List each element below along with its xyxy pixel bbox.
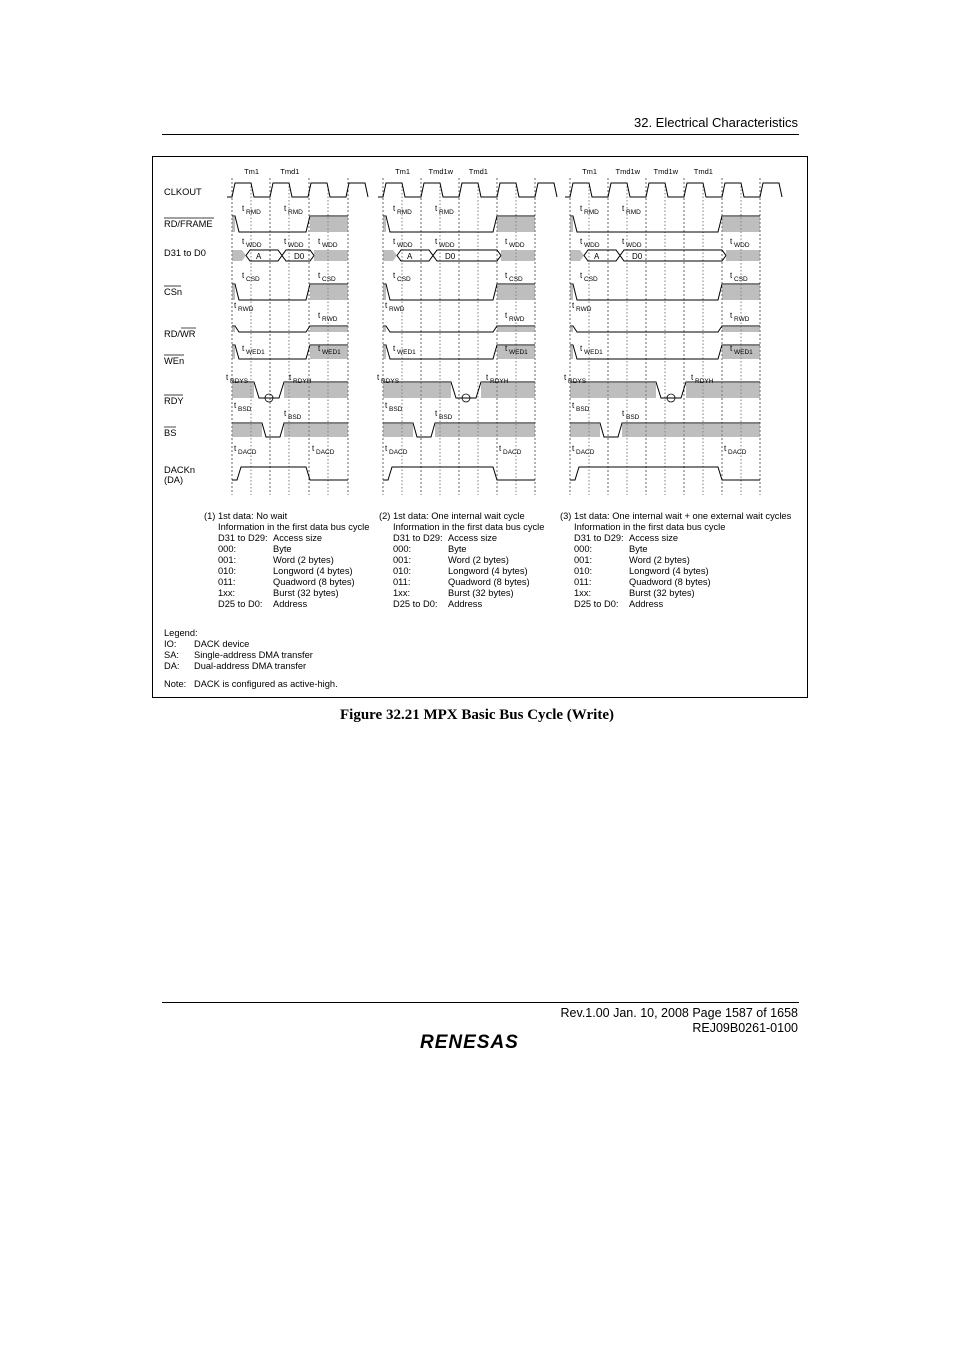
header-rule (162, 134, 799, 135)
timing-label-t: t (622, 204, 625, 213)
note-row (204, 577, 369, 588)
timing-label-sub: CSD (734, 276, 748, 283)
timing-label-sub: RMD (584, 209, 599, 216)
timing-label-t: t (289, 373, 292, 382)
timing-label-t: t (318, 311, 321, 320)
timing-label-sub: WDD (439, 242, 455, 249)
timing-label-t: t (234, 401, 237, 410)
note-value: Quadword (8 bytes) (448, 577, 530, 587)
timing-label-t: t (505, 311, 508, 320)
timing-label-t: t (580, 271, 583, 280)
note-row (379, 555, 544, 566)
period-label: Tmd1 (280, 167, 300, 176)
note-row (379, 533, 544, 544)
note-value: Burst (32 bytes) (448, 588, 514, 598)
csn-waveform-shade (310, 284, 348, 300)
note-key: 001: (393, 555, 412, 565)
period-label: Tm1 (582, 167, 598, 176)
period-label: Tmd1 (693, 167, 713, 176)
timing-label-sub: CSD (509, 276, 523, 283)
rd-wr-waveform-shade (232, 326, 235, 332)
timing-label-sub: RDYS (230, 378, 249, 385)
note-key: 001: (218, 555, 237, 565)
timing-label-t: t (580, 344, 583, 353)
signal-label-wen: WEn (164, 356, 185, 366)
note-key: D25 to D0: (218, 599, 263, 609)
page-footer (561, 1006, 798, 1036)
timing-label-sub: WDD (734, 242, 750, 249)
note-key: 001: (574, 555, 593, 565)
timing-label-sub: CSD (584, 276, 598, 283)
note-panel-2 (379, 511, 544, 610)
waveform-panel (226, 167, 368, 495)
timing-label-sub: RDYS (381, 378, 400, 385)
signal-label-rd-wr: RD/WR (164, 329, 196, 339)
timing-label-t: t (377, 373, 380, 382)
timing-label-sub: RWD (322, 316, 338, 323)
rd-frame-waveform-shade (722, 216, 760, 232)
timing-label-sub: DACD (503, 449, 522, 456)
legend-value: Single-address DMA transfer (194, 650, 313, 660)
timing-label-t: t (730, 311, 733, 320)
note-row (204, 555, 369, 566)
rd-wr-waveform-shade (570, 326, 573, 332)
timing-label-sub: RWD (509, 316, 525, 323)
dackn-waveform (232, 467, 348, 480)
note-row (379, 599, 544, 610)
timing-label-t: t (580, 204, 583, 213)
timing-label-sub: RMD (439, 209, 454, 216)
timing-label-sub: WDD (584, 242, 600, 249)
note-key: 000: (393, 544, 412, 554)
timing-label-sub: RMD (397, 209, 412, 216)
rd-frame-waveform-shade (570, 216, 573, 232)
timing-label-t: t (499, 444, 502, 453)
note-panel-3 (560, 511, 791, 610)
timing-label-sub: DACD (389, 449, 408, 456)
legend-row (164, 661, 338, 672)
timing-label-sub: RDYH (293, 378, 312, 385)
note-value: Longword (4 bytes) (629, 566, 709, 576)
timing-label-t: t (486, 373, 489, 382)
timing-label-sub: WED1 (397, 349, 416, 356)
timing-label-t: t (580, 237, 583, 246)
note-value: Address (448, 599, 483, 609)
timing-label-t: t (572, 301, 575, 310)
note-key: 011: (393, 577, 411, 587)
rd-wr-waveform-shade (722, 326, 760, 332)
rd-wr-waveform-shade (497, 326, 535, 332)
timing-label-t: t (564, 373, 567, 382)
bus-value-address: A (594, 252, 600, 261)
rd-frame-waveform-shade (497, 216, 535, 232)
timing-label-sub: DACD (316, 449, 335, 456)
timing-label-t: t (234, 444, 237, 453)
legend-row (164, 639, 338, 650)
timing-label-sub: WED1 (734, 349, 753, 356)
note-key: 011: (574, 577, 592, 587)
timing-label-sub: BSD (626, 414, 640, 421)
wen-waveform-shade (383, 345, 386, 359)
note-row (379, 588, 544, 599)
timing-label-sub: DACD (238, 449, 257, 456)
legend (164, 628, 338, 690)
bus-address (397, 250, 433, 261)
legend-key: IO: (164, 639, 177, 649)
legend-title: Legend: (164, 628, 198, 638)
signal-label-da: (DA) (164, 475, 184, 485)
timing-label-sub: RDYS (568, 378, 587, 385)
note-key: D31 to D29: (218, 533, 268, 543)
bus-shade (501, 250, 535, 261)
note-value: Burst (32 bytes) (273, 588, 339, 598)
timing-label-sub: RWD (576, 306, 592, 313)
signal-label-rd-frame: RD/FRAME (164, 219, 213, 229)
note-line: Information in the first data bus cycle (574, 522, 726, 532)
timing-label-t: t (385, 444, 388, 453)
timing-label-sub: WDD (322, 242, 338, 249)
bus-shade (232, 250, 246, 261)
note-key: D31 to D29: (574, 533, 624, 543)
renesas-logo: RENESAS (420, 1032, 519, 1053)
timing-label-t: t (242, 344, 245, 353)
timing-label-t: t (318, 344, 321, 353)
bus-shade (314, 250, 348, 261)
rd-wr-waveform-shade (310, 326, 348, 332)
note-key: D31 to D29: (393, 533, 443, 543)
timing-label-t: t (393, 271, 396, 280)
csn-waveform-shade (383, 284, 386, 300)
signal-label-rdy: RDY (164, 396, 184, 406)
waveform-panel (377, 167, 557, 495)
bus-data (433, 250, 501, 261)
period-label: Tmd1w (428, 167, 454, 176)
note-row (379, 544, 544, 555)
timing-label-sub: RMD (626, 209, 641, 216)
timing-label-t: t (226, 373, 229, 382)
timing-label-t: t (234, 301, 237, 310)
legend-note (164, 679, 338, 690)
timing-label-t: t (284, 409, 287, 418)
legend-key: DA: (164, 661, 180, 671)
timing-label-t: t (730, 271, 733, 280)
signal-label-csn: CSn (164, 287, 183, 297)
timing-label-t: t (572, 401, 575, 410)
bus-address (584, 250, 620, 261)
note-row (204, 588, 369, 599)
timing-label-t: t (318, 271, 321, 280)
note-value: Longword (4 bytes) (448, 566, 528, 576)
timing-label-t: t (242, 237, 245, 246)
timing-label-t: t (730, 344, 733, 353)
legend-note-text: DACK is configured as active-high. (194, 679, 338, 689)
timing-label-t: t (572, 444, 575, 453)
note-key: 011: (218, 577, 236, 587)
timing-label-t: t (385, 401, 388, 410)
bus-value-data: D0 (632, 252, 643, 261)
timing-label-sub: RMD (288, 209, 303, 216)
bus-value-data: D0 (445, 252, 456, 261)
timing-label-sub: WDD (288, 242, 304, 249)
timing-label-sub: WED1 (584, 349, 603, 356)
timing-label-sub: CSD (322, 276, 336, 283)
wen-waveform-shade (232, 345, 235, 359)
note-key: 010: (574, 566, 593, 576)
bs-waveform-shade (622, 423, 760, 437)
note-value: Access size (448, 533, 498, 543)
wen-waveform-shade (570, 345, 573, 359)
timing-label-t: t (242, 204, 245, 213)
note-key: 1xx: (218, 588, 236, 598)
timing-label-t: t (435, 204, 438, 213)
bus-shade (570, 250, 584, 261)
bs-waveform-shade (435, 423, 535, 437)
timing-label-t: t (622, 409, 625, 418)
timing-label-t: t (505, 237, 508, 246)
timing-label-sub: BSD (238, 406, 252, 413)
timing-label-sub: BSD (288, 414, 302, 421)
note-line: Information in the first data bus cycle (218, 522, 370, 532)
figure-caption: Figure 32.21 MPX Basic Bus Cycle (Write) (340, 707, 614, 723)
timing-label-t: t (505, 344, 508, 353)
note-line: Information in the first data bus cycle (393, 522, 545, 532)
period-label: Tmd1w (615, 167, 641, 176)
signal-label-dackn: DACKn (164, 465, 196, 475)
legend-row (164, 650, 338, 661)
note-value: Byte (273, 544, 292, 554)
note-row (560, 577, 791, 588)
csn-waveform-shade (497, 284, 535, 300)
timing-label-t: t (691, 373, 694, 382)
timing-label-t: t (284, 204, 287, 213)
note-key: 010: (218, 566, 237, 576)
timing-label-t: t (284, 237, 287, 246)
note-row (204, 533, 369, 544)
rd-frame-waveform-shade (310, 216, 348, 232)
timing-label-sub: RWD (389, 306, 405, 313)
csn-waveform-shade (570, 284, 573, 300)
rd-frame-waveform-shade (383, 216, 386, 232)
legend-rows (164, 639, 338, 672)
note-title: (3) 1st data: One internal wait + one external wait cycles (560, 511, 792, 521)
timing-label-t: t (730, 237, 733, 246)
timing-label-sub: RDYH (490, 378, 509, 385)
bs-waveform-shade (284, 423, 348, 437)
timing-label-t: t (242, 271, 245, 280)
legend-value: DACK device (194, 639, 250, 649)
note-row (560, 588, 791, 599)
period-label: Tmd1 (468, 167, 488, 176)
timing-label-sub: WDD (509, 242, 525, 249)
timing-label-sub: BSD (576, 406, 590, 413)
note-row (560, 555, 791, 566)
note-key: 000: (574, 544, 593, 554)
timing-label-sub: WED1 (509, 349, 528, 356)
bus-shade (383, 250, 397, 261)
legend-value: Dual-address DMA transfer (194, 661, 307, 671)
timing-label-t: t (393, 344, 396, 353)
timing-label-t: t (724, 444, 727, 453)
bus-value-address: A (407, 252, 413, 261)
timing-label-sub: BSD (439, 414, 453, 421)
timing-label-sub: BSD (389, 406, 403, 413)
bs-waveform-shade (570, 423, 600, 437)
waveform-panels (226, 167, 782, 495)
timing-label-sub: CSD (246, 276, 260, 283)
note-key: D25 to D0: (393, 599, 438, 609)
timing-label-t: t (435, 237, 438, 246)
note-row (560, 544, 791, 555)
note-key: 010: (393, 566, 412, 576)
note-value: Word (2 bytes) (629, 555, 690, 565)
note-title: (1) 1st data: No wait (204, 511, 288, 521)
timing-label-sub: WDD (397, 242, 413, 249)
timing-label-t: t (393, 237, 396, 246)
note-row (560, 566, 791, 577)
note-value: Byte (629, 544, 648, 554)
note-value: Address (629, 599, 664, 609)
note-key: 000: (218, 544, 237, 554)
timing-label-sub: WED1 (246, 349, 265, 356)
footer-doc-number: REJ09B0261-0100 (692, 1021, 798, 1035)
note-row (204, 599, 369, 610)
rd-wr-waveform-shade (383, 326, 386, 332)
clkout-waveform (565, 183, 782, 197)
timing-label-t: t (622, 237, 625, 246)
timing-label-t: t (318, 237, 321, 246)
bus-value-address: A (256, 252, 262, 261)
note-value: Longword (4 bytes) (273, 566, 353, 576)
timing-label-sub: WDD (246, 242, 262, 249)
bs-waveform-shade (232, 423, 262, 437)
timing-label-sub: RMD (246, 209, 261, 216)
footer-rule (162, 1002, 799, 1003)
bus-value-data: D0 (294, 252, 305, 261)
signal-labels (164, 187, 214, 485)
section-title: 32. Electrical Characteristics (634, 115, 798, 130)
note-value: Word (2 bytes) (448, 555, 509, 565)
footer-revision: Rev.1.00 Jan. 10, 2008 Page 1587 of 1658 (560, 1006, 798, 1020)
note-row (204, 566, 369, 577)
rd-frame-waveform-shade (232, 216, 235, 232)
timing-label-sub: WDD (626, 242, 642, 249)
note-panel-1 (204, 511, 369, 610)
timing-label-sub: CSD (397, 276, 411, 283)
legend-note-key: Note: (164, 679, 187, 689)
timing-label-sub: WED1 (322, 349, 341, 356)
csn-waveform-shade (722, 284, 760, 300)
note-key: 1xx: (574, 588, 592, 598)
csn-waveform-shade (232, 284, 235, 300)
signal-label-clkout: CLKOUT (164, 187, 202, 197)
clkout-waveform (378, 183, 557, 197)
bus-address (246, 250, 282, 261)
timing-label-sub: RWD (238, 306, 254, 313)
period-label: Tmd1w (653, 167, 679, 176)
note-value: Word (2 bytes) (273, 555, 334, 565)
note-title: (2) 1st data: One internal wait cycle (379, 511, 525, 521)
note-value: Access size (629, 533, 679, 543)
timing-label-t: t (385, 301, 388, 310)
note-row (560, 533, 791, 544)
timing-label-t: t (393, 204, 396, 213)
bs-waveform-shade (383, 423, 413, 437)
note-row (560, 599, 791, 610)
period-label: Tm1 (395, 167, 411, 176)
bus-shade (726, 250, 760, 261)
note-row (379, 566, 544, 577)
note-value: Burst (32 bytes) (629, 588, 695, 598)
note-value: Quadword (8 bytes) (273, 577, 355, 587)
timing-label-t: t (435, 409, 438, 418)
note-row (379, 577, 544, 588)
timing-label-t: t (505, 271, 508, 280)
timing-label-sub: RDYH (695, 378, 714, 385)
timing-label-sub: DACD (728, 449, 747, 456)
note-value: Quadword (8 bytes) (629, 577, 711, 587)
signal-label-data-bus: D31 to D0 (164, 248, 206, 258)
signal-label-bs: BS (164, 428, 177, 438)
timing-label-sub: DACD (576, 449, 595, 456)
note-value: Address (273, 599, 308, 609)
clkout-waveform (227, 183, 368, 197)
timing-label-sub: RWD (734, 316, 750, 323)
note-key: 1xx: (393, 588, 411, 598)
note-value: Access size (273, 533, 323, 543)
legend-key: SA: (164, 650, 179, 660)
note-value: Byte (448, 544, 467, 554)
note-key: D25 to D0: (574, 599, 619, 609)
note-row (204, 544, 369, 555)
period-label: Tm1 (244, 167, 260, 176)
waveform-panel (564, 167, 782, 495)
timing-label-t: t (312, 444, 315, 453)
